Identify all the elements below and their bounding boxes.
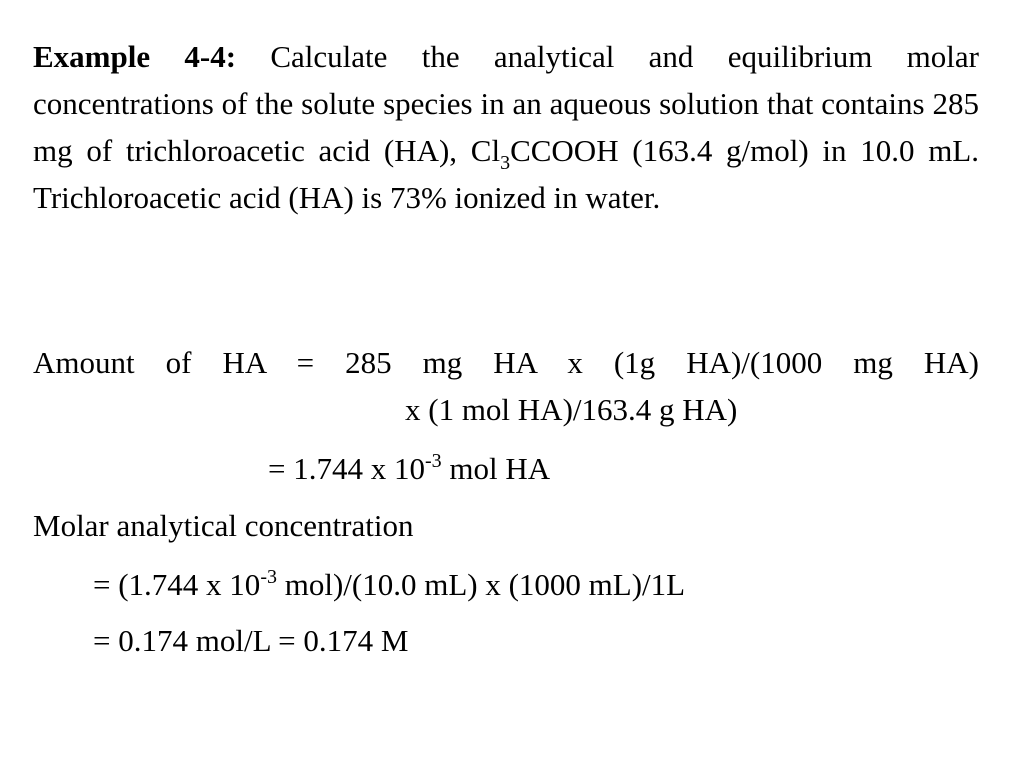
molar-calc-base: = (1.744 x 10 xyxy=(93,567,261,602)
amount-equation-line2: x (1 mol HA)/163.4 g HA) xyxy=(405,392,738,427)
amount-result-exponent: -3 xyxy=(424,450,442,472)
problem-text-part1: Calculate the analytical and equilibrium molar concentrations of the solute species in an aqueous solution that contains 285 mg of trichloroacetic acid (HA), Cl xyxy=(33,39,979,168)
amount-result-base: = 1.744 x 10 xyxy=(268,451,425,486)
amount-result xyxy=(268,445,968,492)
amount-equation-line1: Amount of HA = 285 mg HA x (1g HA)/(1000 mg HA) xyxy=(33,345,979,380)
molar-calc-rest: mol)/(10.0 mL) x (1000 mL)/1L xyxy=(276,567,686,602)
problem-text-part2: CCOOH (163.4 g/mol) in 10.0 mL. Trichloroacetic acid (HA) is 73% ionized in water. xyxy=(33,133,979,215)
molar-calc-exponent: -3 xyxy=(260,566,277,588)
molar-concentration-heading: Molar analytical concentration xyxy=(33,508,414,543)
formula-subscript: 3 xyxy=(500,152,511,174)
example-label: Example 4-4: xyxy=(33,39,237,74)
problem-statement xyxy=(33,33,979,221)
molar-calculation xyxy=(93,561,993,608)
amount-result-unit: mol HA xyxy=(441,451,551,486)
molar-final-result: = 0.174 mol/L = 0.174 M xyxy=(93,623,409,658)
